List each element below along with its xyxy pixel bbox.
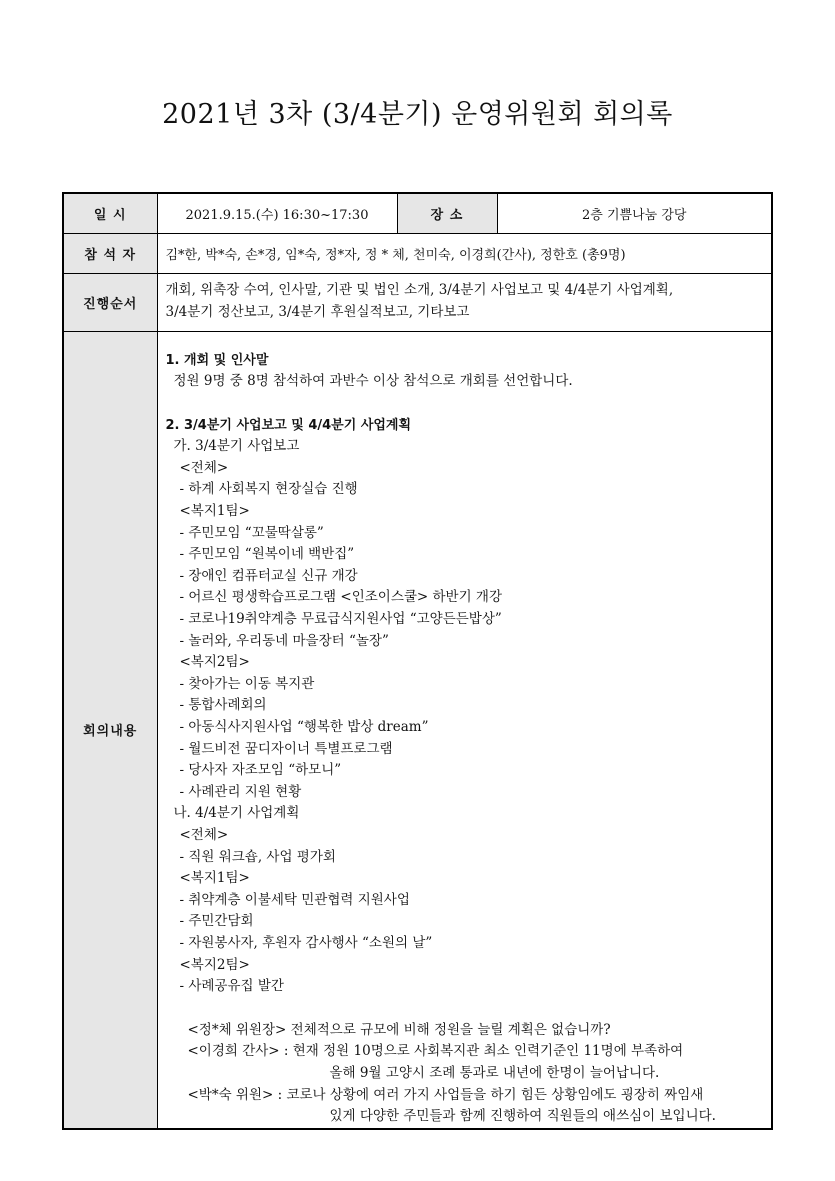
list-item: - 당사자 자조모임 “하모니” bbox=[179, 762, 342, 779]
list-item: - 자원봉사자, 후원자 감사행사 “소원의 날” bbox=[179, 934, 433, 951]
list-item: - 찾아가는 이동 복지관 bbox=[179, 675, 315, 692]
group-label: <복지2팀> bbox=[179, 956, 250, 973]
attendees-value: 김*한, 박*숙, 손*경, 임*숙, 정*자, 정 * 체, 천미숙, 이경희(간사), 정한호 (총9명) bbox=[157, 233, 772, 273]
list-item: - 코로나19취약계층 무료급식지원사업 “고양든든밥상” bbox=[179, 611, 502, 628]
section-text: 정원 9명 중 8명 참석하여 과반수 이상 참석으로 개회를 선언합니다. bbox=[173, 373, 573, 390]
remark: 코로나 상황에 여러 가지 사업들을 하기 힘든 상황임에도 굉장히 짜임새 bbox=[286, 1086, 704, 1103]
label-attendees: 참 석 자 bbox=[63, 233, 157, 273]
document-title: 2021년 3차 (3/4분기) 운영위원회 회의록 bbox=[162, 99, 673, 130]
label-place: 장 소 bbox=[397, 193, 497, 233]
remark: 전체적으로 규모에 비해 정원을 늘릴 계획은 없습니까? bbox=[290, 1021, 611, 1038]
agenda-line: 개회, 위촉장 수여, 인사말, 기관 및 법인 소개, 3/4분기 사업보고 및 4/4분기 사업계획, bbox=[165, 282, 674, 299]
speaker: <정*체 위원장> bbox=[187, 1021, 287, 1038]
list-item: - 취약계층 이불세탁 민관협력 지원사업 bbox=[179, 891, 410, 908]
label-content: 회의내용 bbox=[63, 331, 157, 1129]
list-item: - 직원 워크숍, 사업 평가회 bbox=[179, 848, 336, 865]
row-attendees bbox=[63, 233, 772, 273]
label-date: 일 시 bbox=[63, 193, 157, 233]
remark-continued: 있게 다양한 주민들과 함께 진행하여 직원들의 애쓰심이 보입니다. bbox=[329, 1108, 716, 1125]
group-label: <복지1팀> bbox=[179, 870, 250, 887]
discussion-entry bbox=[166, 1041, 764, 1084]
list-item: - 놀러와, 우리동네 마을장터 “놀장” bbox=[179, 632, 389, 649]
content-text bbox=[166, 350, 764, 1128]
list-item: - 통합사례회의 bbox=[179, 697, 267, 714]
agenda-value bbox=[157, 273, 772, 331]
row-content bbox=[63, 331, 772, 1129]
group-label: <복지1팀> bbox=[179, 503, 250, 520]
discussion-entry bbox=[166, 1085, 764, 1128]
list-item: - 장애인 컴퓨터교실 신규 개강 bbox=[179, 567, 358, 584]
list-item: - 아동식사지원사업 “행복한 밥상 dream” bbox=[179, 719, 429, 735]
row-agenda bbox=[63, 273, 772, 331]
place-value: 2층 기쁨나눔 강당 bbox=[497, 193, 772, 233]
subsection-heading: 가. 3/4분기 사업보고 bbox=[173, 438, 300, 455]
agenda-line: 3/4분기 정산보고, 3/4분기 후원실적보고, 기타보고 bbox=[165, 304, 470, 320]
subsection-heading: 나. 4/4분기 사업계획 bbox=[173, 805, 300, 822]
list-item: - 주민모임 “원복이네 백반집” bbox=[179, 546, 355, 563]
group-label: <복지2팀> bbox=[179, 654, 250, 671]
group-label: <전체> bbox=[179, 459, 229, 476]
group-label: <전체> bbox=[179, 826, 229, 843]
minutes-table bbox=[62, 192, 773, 1130]
list-item: - 주민간담회 bbox=[179, 913, 254, 930]
content-body bbox=[157, 331, 772, 1129]
speaker: <박*숙 위원> : bbox=[187, 1086, 283, 1103]
remark-continued: 올해 9월 고양시 조례 통과로 내년에 한명이 늘어납니다. bbox=[329, 1064, 660, 1081]
list-item: - 사례관리 지원 현황 bbox=[179, 783, 302, 800]
list-item: - 주민모임 “꼬물딱살롱” bbox=[179, 524, 324, 541]
speaker: <이경희 간사> : bbox=[187, 1043, 289, 1060]
label-agenda: 진행순서 bbox=[63, 273, 157, 331]
list-item: - 월드비전 꿈디자이너 특별프로그램 bbox=[179, 740, 393, 757]
remark: 현재 정원 10명으로 사회복지관 최소 인력기준인 11명에 부족하여 bbox=[292, 1043, 684, 1060]
section-heading: 2. 3/4분기 사업보고 및 4/4분기 사업계획 bbox=[165, 417, 412, 433]
list-item: - 어르신 평생학습프로그램 <인조이스쿨> 하반기 개강 bbox=[179, 589, 503, 606]
date-value: 2021.9.15.(수) 16:30~17:30 bbox=[157, 193, 397, 233]
discussion-entry bbox=[166, 1020, 764, 1042]
list-item: - 하계 사회복지 현장실습 진행 bbox=[179, 481, 358, 498]
row-date-place bbox=[63, 193, 772, 233]
list-item: - 사례공유집 발간 bbox=[179, 978, 284, 995]
section-heading: 1. 개회 및 인사말 bbox=[165, 352, 269, 368]
